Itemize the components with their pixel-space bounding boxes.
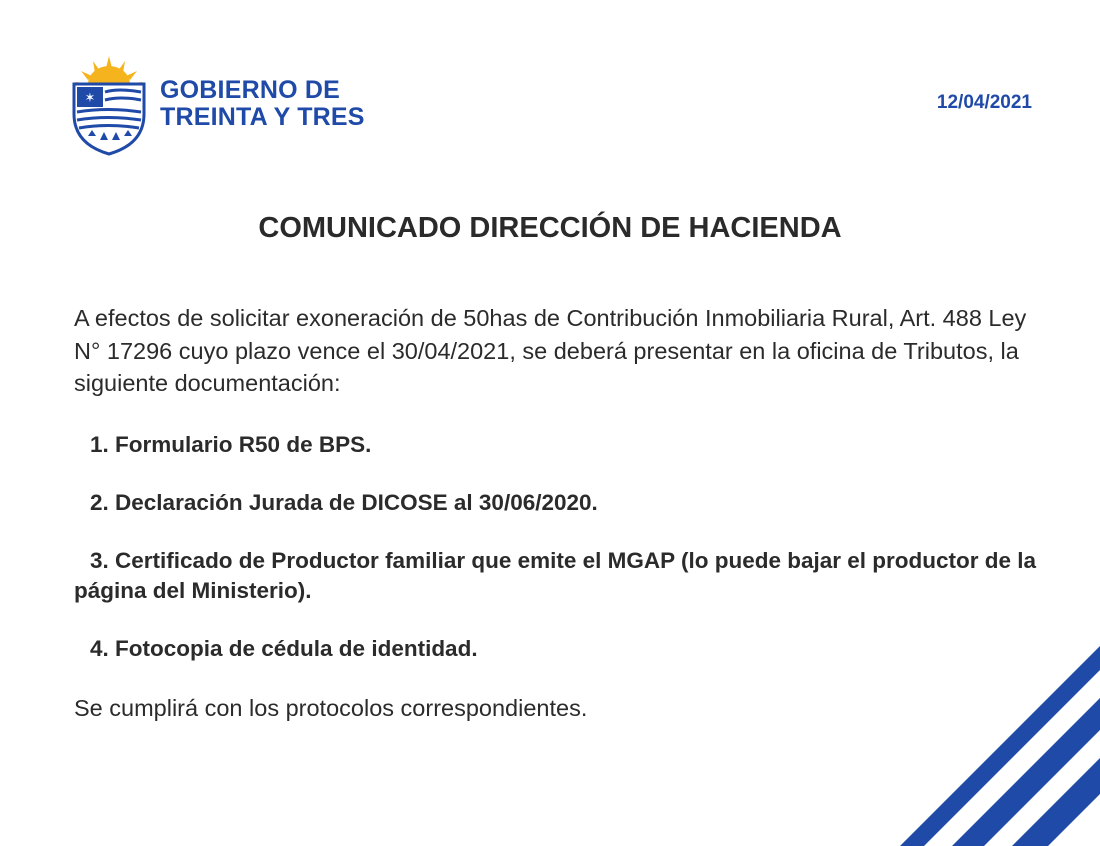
list-item-text: Formulario R50 de BPS. xyxy=(115,431,372,457)
list-item xyxy=(74,488,1039,518)
decorative-stripes xyxy=(900,646,1100,846)
list-item-number: 4. xyxy=(90,635,109,661)
organization-name xyxy=(160,77,365,131)
page-title: COMUNICADO DIRECCIÓN DE HACIENDA xyxy=(258,212,842,244)
list-item xyxy=(74,546,1039,606)
list-item xyxy=(74,430,1039,460)
organization-name-line2: TREINTA Y TRES xyxy=(160,103,365,131)
coat-of-arms-icon xyxy=(68,52,150,156)
list-item-text: Certificado de Productor familiar que emite el MGAP (lo puede bajar el productor de la página del Ministerio). xyxy=(74,547,1037,603)
list-item-number: 1. xyxy=(90,431,109,457)
requirements-list xyxy=(74,430,1039,664)
svg-text:✶: ✶ xyxy=(84,91,96,106)
header xyxy=(68,52,365,156)
list-item-text: Fotocopia de cédula de identidad. xyxy=(115,635,478,661)
list-item-text: Declaración Jurada de DICOSE al 30/06/2020. xyxy=(115,489,598,515)
document-date: 12/04/2021 xyxy=(936,92,1032,113)
intro-paragraph: A efectos de solicitar exoneración de 50has de Contribución Inmobiliaria Rural, Art. 488 Ley N° 17296 cuyo plazo vence el 30/04/2021, se deberá presentar en la oficina de Tributos, la siguiente documentación: xyxy=(74,305,1027,396)
organization-name-line1: GOBIERNO DE xyxy=(160,76,340,104)
document-body xyxy=(74,302,1039,724)
list-item-number: 3. xyxy=(90,547,109,573)
closing-paragraph: Se cumplirá con los protocolos correspondientes. xyxy=(74,694,588,721)
list-item xyxy=(74,634,1039,664)
list-item-number: 2. xyxy=(90,489,109,515)
